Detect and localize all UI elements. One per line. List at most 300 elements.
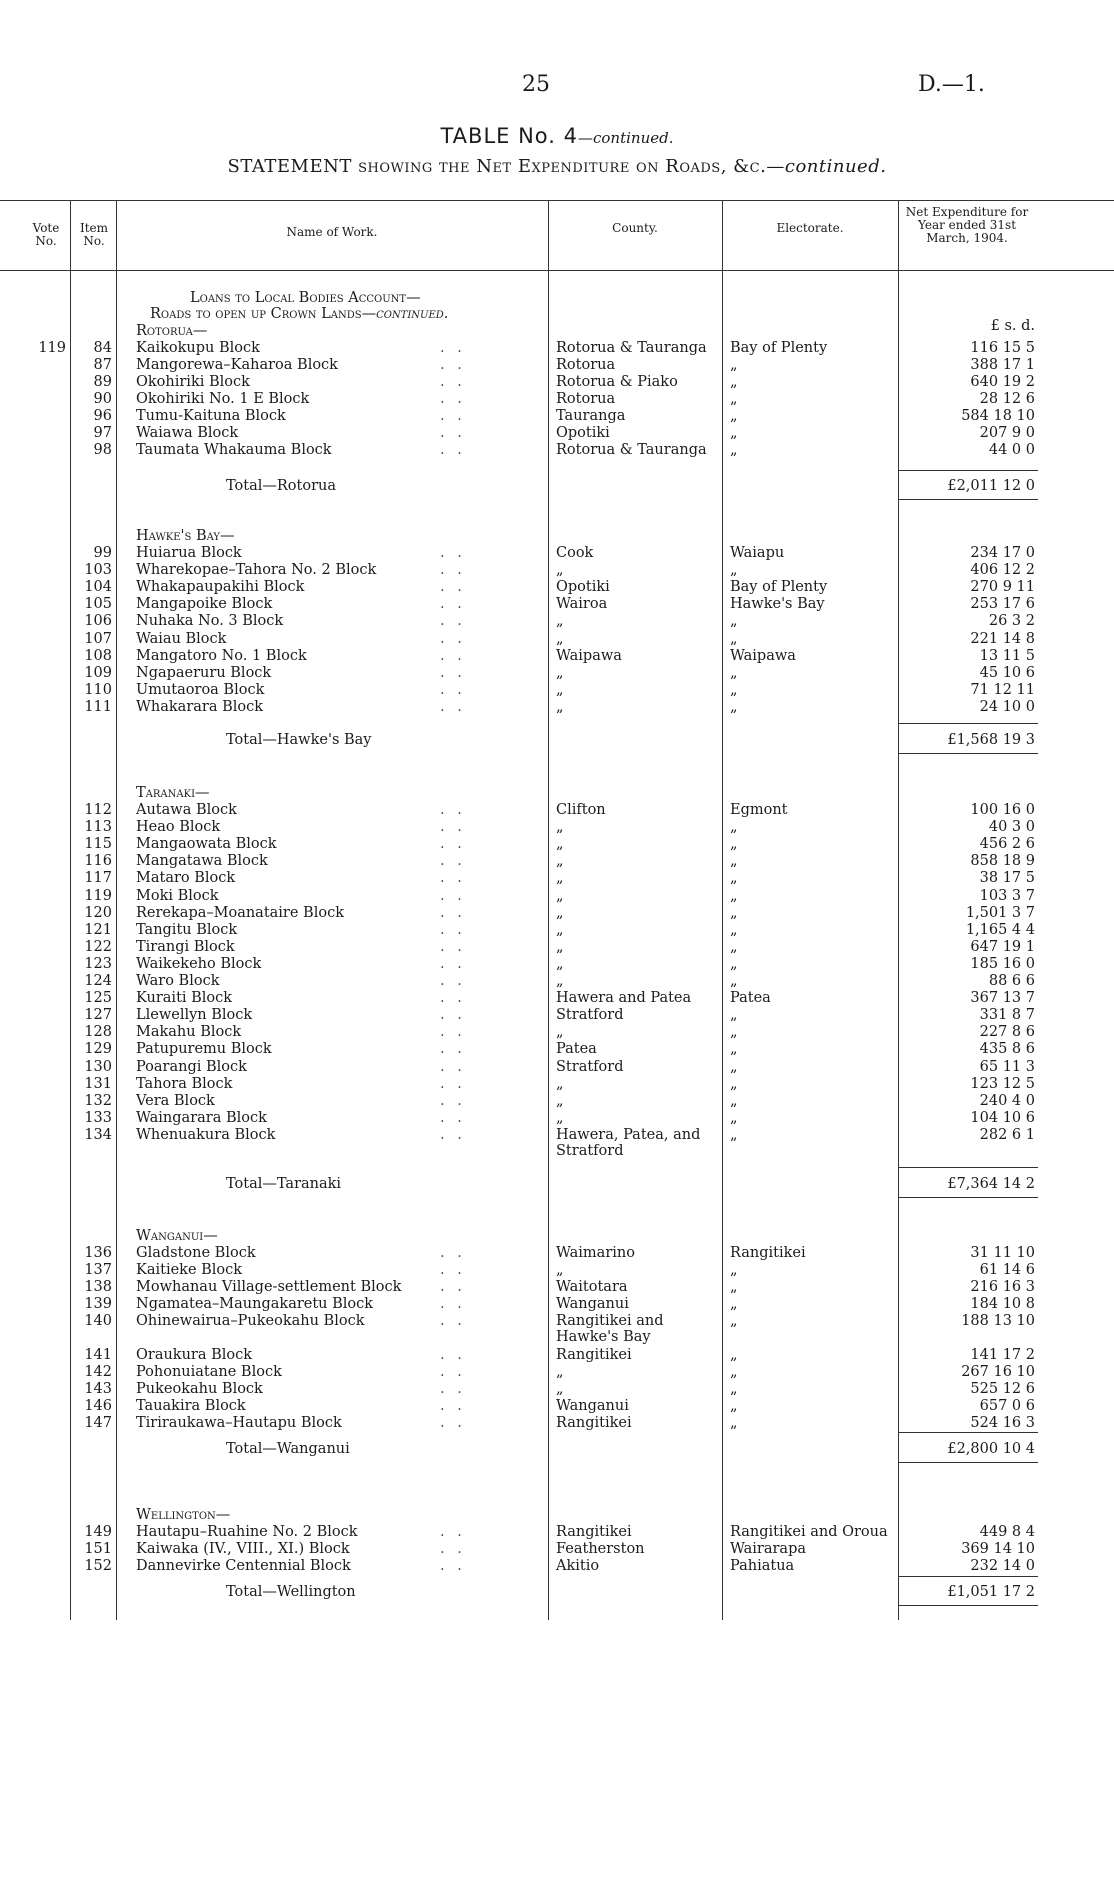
county-continuation: [0, 1329, 1114, 1346]
leader-dots: . .: [440, 921, 466, 938]
amount-cell: 449 8 4: [979, 1524, 1035, 1540]
work-name: Makahu Block: [136, 1024, 242, 1041]
electorate-cell: „: [730, 681, 738, 698]
item-number: 117: [84, 870, 112, 887]
county-cell: Rotorua: [556, 391, 616, 407]
leader-dots: . .: [440, 1313, 466, 1330]
amount-cell: 1,165 4 4: [965, 921, 1035, 938]
total-rule: [898, 470, 1038, 471]
work-name: Waikekeho Block: [136, 955, 262, 972]
amount-cell: 232 14 0: [970, 1558, 1035, 1575]
header-top-rule: [0, 200, 1114, 201]
electorate-cell: Patea: [730, 990, 771, 1007]
section-total-label: Total—Rotorua: [226, 478, 337, 494]
item-number: 109: [84, 664, 112, 681]
item-number: 121: [84, 921, 112, 938]
leader-dots: . .: [440, 630, 466, 647]
table-row: [0, 1024, 1114, 1041]
work-name: Dannevirke Centennial Block: [136, 1558, 351, 1575]
item-number: 122: [84, 938, 112, 955]
item-number: 97: [93, 425, 112, 441]
item-number: 129: [84, 1041, 112, 1058]
table-row: [0, 1110, 1114, 1127]
leader-dots: . .: [440, 1024, 466, 1041]
county-cell: Stratford: [556, 1058, 624, 1075]
leader-dots: . .: [440, 545, 466, 561]
leader-dots: . .: [440, 887, 466, 904]
amount-cell: 28 12 6: [979, 391, 1035, 407]
work-name: Poarangi Block: [136, 1058, 247, 1075]
item-number: 90: [93, 391, 112, 407]
electorate-cell: Waiapu: [730, 545, 785, 561]
electorate-cell: „: [730, 357, 738, 373]
electorate-cell: „: [730, 1041, 738, 1058]
electorate-cell: Waipawa: [730, 647, 796, 664]
electorate-cell: „: [730, 408, 738, 424]
table-row: [0, 990, 1114, 1007]
leader-dots: . .: [440, 1245, 466, 1261]
amount-cell: 221 14 8: [970, 630, 1035, 647]
county-cell: Hawera and Patea: [556, 990, 692, 1007]
electorate-cell: „: [730, 442, 738, 458]
total-rule: [898, 1576, 1038, 1577]
work-name: Mataro Block: [136, 870, 236, 887]
amount-cell: 26 3 2: [988, 613, 1035, 630]
work-name: Whakapaupakihi Block: [136, 579, 305, 596]
amount-cell: 406 12 2: [970, 562, 1035, 579]
section-total-amount: £1,051 17 2: [947, 1584, 1035, 1600]
leader-dots: . .: [440, 340, 466, 356]
col-header-electorate: Electorate.: [776, 221, 844, 235]
county-cell: „: [556, 887, 564, 904]
table-row: [0, 888, 1114, 905]
item-number: 84: [93, 340, 112, 356]
work-name: Pukeokahu Block: [136, 1380, 263, 1397]
item-number: 103: [84, 562, 112, 579]
leader-dots: . .: [440, 1414, 466, 1431]
item-number: 151: [84, 1541, 112, 1558]
section-total-amount: £2,011 12 0: [947, 478, 1035, 494]
leader-dots: . .: [440, 1262, 466, 1279]
leader-dots: . .: [440, 1558, 466, 1575]
work-name: Autawa Block: [136, 802, 237, 818]
table-row: [0, 1415, 1114, 1432]
amount-cell: 61 14 6: [979, 1262, 1035, 1279]
item-number: 142: [84, 1363, 112, 1380]
work-name: Whenuakura Block: [136, 1126, 276, 1143]
work-name: Tirangi Block: [136, 938, 235, 955]
electorate-cell: „: [730, 1092, 738, 1109]
county-cell: „: [556, 698, 564, 715]
electorate-cell: „: [730, 664, 738, 681]
table-row: [0, 973, 1114, 990]
table-row: [0, 922, 1114, 939]
county-cell: Rangitikei and: [556, 1313, 664, 1330]
electorate-cell: „: [730, 1058, 738, 1075]
item-number: 123: [84, 955, 112, 972]
work-name: Vera Block: [136, 1092, 215, 1109]
work-name: Rerekapa–Moanataire Block: [136, 904, 344, 921]
electorate-cell: „: [730, 630, 738, 647]
item-number: 115: [84, 836, 112, 853]
leader-dots: . .: [440, 1126, 466, 1143]
leader-dots: . .: [440, 955, 466, 972]
total-under-rule: [898, 499, 1038, 500]
county-cell: Hawke's Bay: [556, 1329, 651, 1346]
amount-cell: 1,501 3 7: [965, 904, 1035, 921]
item-number: 141: [84, 1346, 112, 1363]
leader-dots: . .: [440, 853, 466, 870]
county-cell: Waimarino: [556, 1245, 635, 1261]
amount-cell: 31 11 10: [970, 1245, 1035, 1261]
section-total-row: [0, 732, 1114, 749]
table-row: [0, 665, 1114, 682]
work-name: Kaikokupu Block: [136, 340, 260, 356]
section-heading: [0, 1228, 1114, 1245]
county-cell: „: [556, 819, 564, 836]
table-row: [0, 1262, 1114, 1279]
section-heading: [0, 323, 1114, 340]
work-name: Pohonuiatane Block: [136, 1363, 282, 1380]
table-row: [0, 1381, 1114, 1398]
amount-cell: 104 10 6: [970, 1109, 1035, 1126]
col-header-vote: Vote No.: [32, 221, 60, 248]
leader-dots: . .: [440, 442, 466, 458]
item-number: 108: [84, 647, 112, 664]
leader-dots: . .: [440, 1092, 466, 1109]
table-row: [0, 613, 1114, 630]
amount-cell: 388 17 1: [970, 357, 1035, 373]
county-cell: Rotorua: [556, 357, 616, 373]
electorate-cell: „: [730, 1279, 738, 1296]
amount-cell: 525 12 6: [970, 1380, 1035, 1397]
amount-cell: 234 17 0: [970, 545, 1035, 561]
amount-cell: 270 9 11: [970, 579, 1035, 596]
county-cell: Wairoa: [556, 596, 608, 613]
county-cell: Rangitikei: [556, 1524, 632, 1540]
work-name: Tumu-Kaituna Block: [136, 408, 286, 424]
leader-dots: . .: [440, 664, 466, 681]
table-row: [0, 1007, 1114, 1024]
leader-dots: . .: [440, 990, 466, 1007]
electorate-cell: „: [730, 1313, 738, 1330]
table-row: [0, 1059, 1114, 1076]
county-cell: „: [556, 1380, 564, 1397]
work-name: Mowhanau Village-settlement Block: [136, 1279, 402, 1296]
electorate-cell: „: [730, 1296, 738, 1313]
leader-dots: . .: [440, 1007, 466, 1024]
county-cell: Tauranga: [556, 408, 626, 424]
county-cell: Opotiki: [556, 579, 610, 596]
item-number: 125: [84, 990, 112, 1007]
work-name: Waiawa Block: [136, 425, 239, 441]
county-cell: „: [556, 938, 564, 955]
amount-cell: 282 6 1: [979, 1126, 1035, 1143]
amount-cell: 45 10 6: [979, 664, 1035, 681]
work-name: Tangitu Block: [136, 921, 238, 938]
county-cell: Clifton: [556, 802, 606, 818]
item-number: 105: [84, 596, 112, 613]
work-name: Okohiriki Block: [136, 374, 250, 390]
leader-dots: . .: [440, 1524, 466, 1540]
item-number: 110: [84, 681, 112, 698]
section-total-amount: £2,800 10 4: [947, 1441, 1035, 1457]
amount-cell: 456 2 6: [979, 836, 1035, 853]
table-subtitle: STATEMENT showing the Net Expenditure on Roads, &c.—continued.: [227, 156, 887, 177]
table-row: [0, 905, 1114, 922]
header-bottom-rule: [0, 270, 1114, 271]
leader-dots: . .: [440, 562, 466, 579]
work-name: Mangatoro No. 1 Block: [136, 647, 307, 664]
currency-header: £ s. d.: [990, 318, 1035, 334]
item-number: 132: [84, 1092, 112, 1109]
total-under-rule: [898, 753, 1038, 754]
table-row: [0, 1558, 1114, 1575]
electorate-cell: „: [730, 973, 738, 989]
total-rule: [898, 1167, 1038, 1168]
electorate-cell: „: [730, 374, 738, 390]
electorate-cell: „: [730, 938, 738, 955]
leader-dots: . .: [440, 973, 466, 989]
work-name: Kuraiti Block: [136, 990, 233, 1007]
electorate-cell: „: [730, 921, 738, 938]
electorate-cell: „: [730, 1024, 738, 1041]
electorate-cell: Pahiatua: [730, 1558, 795, 1575]
section-heading: [0, 1507, 1114, 1524]
county-cell: „: [556, 836, 564, 853]
leader-dots: . .: [440, 1279, 466, 1296]
col-header-name: Name of Work.: [286, 225, 378, 239]
table-row: [0, 1076, 1114, 1093]
amount-cell: 13 11 5: [979, 647, 1035, 664]
work-name: Moki Block: [136, 887, 219, 904]
work-name: Waingarara Block: [136, 1109, 267, 1126]
county-cell: „: [556, 1109, 564, 1126]
electorate-cell: Bay of Plenty: [730, 340, 828, 356]
county-cell: „: [556, 904, 564, 921]
work-name: Oraukura Block: [136, 1346, 253, 1363]
amount-cell: 184 10 8: [970, 1296, 1035, 1313]
section-total-amount: £7,364 14 2: [947, 1176, 1035, 1192]
work-name: Mangaowata Block: [136, 836, 277, 853]
county-cell: Cook: [556, 545, 594, 561]
county-cell: Rangitikei: [556, 1414, 632, 1431]
electorate-cell: Wairarapa: [730, 1541, 807, 1558]
vote-number: 119: [38, 340, 66, 356]
county-cell: „: [556, 1262, 564, 1279]
item-number: 139: [84, 1296, 112, 1313]
amount-cell: 640 19 2: [970, 374, 1035, 390]
page-number: 25: [522, 72, 550, 97]
item-number: 127: [84, 1007, 112, 1024]
county-cell: „: [556, 1092, 564, 1109]
electorate-cell: „: [730, 836, 738, 853]
item-number: 146: [84, 1397, 112, 1414]
work-name: Heao Block: [136, 819, 221, 836]
item-number: 128: [84, 1024, 112, 1041]
section-heading-label: Rotorua—: [136, 323, 208, 339]
item-number: 130: [84, 1058, 112, 1075]
section-total-row: [0, 478, 1114, 495]
county-cell: „: [556, 1024, 564, 1041]
leader-dots: . .: [440, 1109, 466, 1126]
section-total-row: [0, 1441, 1114, 1458]
section-heading-label: Wanganui—: [136, 1228, 218, 1244]
county-cell: Rotorua & Tauranga: [556, 340, 707, 356]
amount-cell: 88 6 6: [988, 973, 1035, 989]
county-cell: Featherston: [556, 1541, 645, 1558]
item-number: 143: [84, 1380, 112, 1397]
leader-dots: . .: [440, 938, 466, 955]
work-name: Ngamatea–Maungakaretu Block: [136, 1296, 374, 1313]
county-cell: „: [556, 664, 564, 681]
county-cell: Wanganui: [556, 1296, 629, 1313]
electorate-cell: „: [730, 1363, 738, 1380]
leader-dots: . .: [440, 408, 466, 424]
table-row: [0, 1398, 1114, 1415]
leader-dots: . .: [440, 391, 466, 407]
section-heading: [0, 785, 1114, 802]
amount-cell: 657 0 6: [979, 1397, 1035, 1414]
table-row: [0, 1041, 1114, 1058]
electorate-cell: „: [730, 1414, 738, 1431]
electorate-cell: „: [730, 955, 738, 972]
item-number: 111: [84, 698, 112, 715]
amount-cell: 267 16 10: [961, 1363, 1035, 1380]
work-name: Kaiwaka (IV., VIII., XI.) Block: [136, 1541, 350, 1558]
electorate-cell: „: [730, 562, 738, 579]
county-cell: „: [556, 681, 564, 698]
item-number: 124: [84, 973, 112, 989]
item-number: 137: [84, 1262, 112, 1279]
col-header-net-expenditure: Net Expenditure for Year ended 31st March, 1904.: [905, 205, 1029, 245]
table-row: [0, 939, 1114, 956]
amount-cell: 141 17 2: [970, 1346, 1035, 1363]
electorate-cell: „: [730, 870, 738, 887]
table-row: [0, 340, 1114, 357]
amount-cell: 38 17 5: [979, 870, 1035, 887]
amount-cell: 435 8 6: [979, 1041, 1035, 1058]
table-row: [0, 357, 1114, 374]
county-cell: Opotiki: [556, 425, 610, 441]
amount-cell: 100 16 0: [970, 802, 1035, 818]
item-number: 140: [84, 1313, 112, 1330]
leader-dots: . .: [440, 374, 466, 390]
work-name: Waro Block: [136, 973, 220, 989]
table-row: [0, 1541, 1114, 1558]
amount-cell: 185 16 0: [970, 955, 1035, 972]
table-row: [0, 1524, 1114, 1541]
county-cell: Patea: [556, 1041, 597, 1058]
county-cell: Rotorua & Piako: [556, 374, 678, 390]
item-number: 107: [84, 630, 112, 647]
table-row: [0, 1093, 1114, 1110]
leader-dots: . .: [440, 357, 466, 373]
leader-dots: . .: [440, 1346, 466, 1363]
section-total-label: Total—Wellington: [226, 1584, 356, 1600]
amount-cell: 227 8 6: [979, 1024, 1035, 1041]
amount-cell: 253 17 6: [970, 596, 1035, 613]
section-total-row: [0, 1584, 1114, 1601]
work-name: Gladstone Block: [136, 1245, 256, 1261]
county-cell: „: [556, 921, 564, 938]
section-total-label: Total—Wanganui: [226, 1441, 350, 1457]
county-cell: „: [556, 613, 564, 630]
electorate-cell: „: [730, 1262, 738, 1279]
table-row: [0, 802, 1114, 819]
section-total-row: [0, 1176, 1114, 1193]
amount-cell: 524 16 3: [970, 1414, 1035, 1431]
electorate-cell: „: [730, 613, 738, 630]
leader-dots: . .: [440, 1380, 466, 1397]
table-row: [0, 1127, 1114, 1144]
table-row: [0, 836, 1114, 853]
leader-dots: . .: [440, 836, 466, 853]
section-heading: [0, 528, 1114, 545]
table-row: [0, 956, 1114, 973]
leader-dots: . .: [440, 802, 466, 818]
table-row: [0, 391, 1114, 408]
work-name: Ngapaeruru Block: [136, 664, 272, 681]
amount-cell: 216 16 3: [970, 1279, 1035, 1296]
item-number: 119: [84, 887, 112, 904]
work-name: Taumata Whakauma Block: [136, 442, 332, 458]
item-number: 136: [84, 1245, 112, 1261]
item-number: 99: [93, 545, 112, 561]
leader-dots: . .: [440, 425, 466, 441]
table-row: [0, 596, 1114, 613]
table-row: [0, 562, 1114, 579]
electorate-cell: „: [730, 425, 738, 441]
amount-cell: 24 10 0: [979, 698, 1035, 715]
electorate-cell: „: [730, 1007, 738, 1024]
section-total-label: Total—Hawke's Bay: [226, 732, 372, 748]
electorate-cell: „: [730, 819, 738, 836]
item-number: 104: [84, 579, 112, 596]
leader-dots: . .: [440, 1541, 466, 1558]
item-number: 98: [93, 442, 112, 458]
electorate-cell: „: [730, 1109, 738, 1126]
table-row: [0, 1364, 1114, 1381]
section-total-amount: £1,568 19 3: [947, 732, 1035, 748]
electorate-cell: Bay of Plenty: [730, 579, 828, 596]
table-row: [0, 699, 1114, 716]
county-cell: „: [556, 955, 564, 972]
amount-cell: 71 12 11: [970, 681, 1035, 698]
county-cell: Hawera, Patea, and: [556, 1126, 701, 1143]
electorate-cell: „: [730, 1075, 738, 1092]
table-row: [0, 1313, 1114, 1330]
leader-dots: . .: [440, 681, 466, 698]
electorate-cell: „: [730, 1346, 738, 1363]
electorate-cell: „: [730, 1397, 738, 1414]
table-row: [0, 870, 1114, 887]
leader-dots: . .: [440, 698, 466, 715]
electorate-cell: „: [730, 853, 738, 870]
county-cell: „: [556, 630, 564, 647]
work-name: Tauakira Block: [136, 1397, 246, 1414]
work-name: Waiau Block: [136, 630, 227, 647]
county-cell: „: [556, 1363, 564, 1380]
work-name: Mangapoike Block: [136, 596, 273, 613]
work-name: Whakarara Block: [136, 698, 264, 715]
county-cell: Stratford: [556, 1142, 624, 1159]
section-heading-label: Taranaki—: [136, 785, 210, 801]
leader-dots: . .: [440, 1075, 466, 1092]
amount-cell: 858 18 9: [970, 853, 1035, 870]
total-under-rule: [898, 1462, 1038, 1463]
item-number: 131: [84, 1075, 112, 1092]
